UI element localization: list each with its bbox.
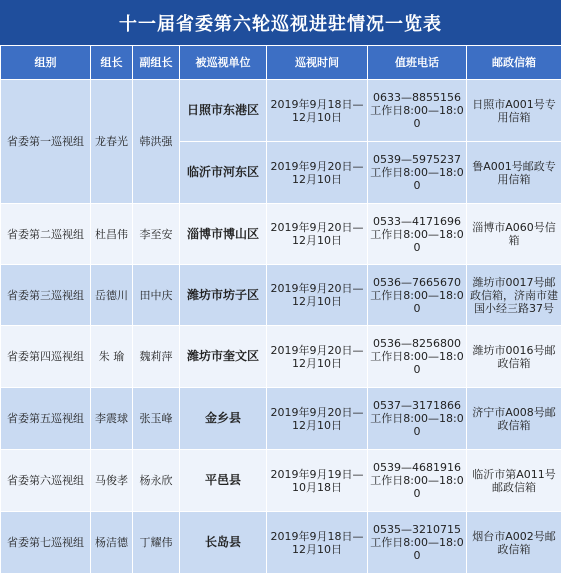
deputy-cell: 魏莉萍 [133, 326, 180, 388]
unit-cell: 淄博市博山区 [180, 204, 267, 265]
unit-cell: 金乡县 [180, 388, 267, 450]
deputy-cell: 田中庆 [133, 265, 180, 326]
phone-cell: 0537—3171866 工作日8:00—18:00 [368, 388, 467, 450]
group-cell: 省委第三巡视组 [1, 265, 91, 326]
header-deputy: 副组长 [133, 46, 180, 80]
header-leader: 组长 [91, 46, 133, 80]
mail-cell: 潍坊市0017号邮政信箱，济南市建国小经三路37号 [467, 265, 561, 326]
group-cell: 省委第四巡视组 [1, 326, 91, 388]
header-time: 巡视时间 [267, 46, 368, 80]
table-row [1, 326, 561, 388]
time-cell: 2019年9月20日—12月10日 [267, 388, 368, 450]
leader-cell: 龙春光 [91, 80, 133, 204]
group-cell: 省委第七巡视组 [1, 512, 91, 574]
deputy-cell: 丁耀伟 [133, 512, 180, 574]
table-row [1, 265, 561, 326]
unit-cell: 临沂市河东区 [180, 142, 267, 204]
mail-cell: 淄博市A060号信箱 [467, 204, 561, 265]
table-row [1, 388, 561, 450]
inspection-table [0, 45, 561, 574]
mail-cell: 潍坊市0016号邮政信箱 [467, 326, 561, 388]
deputy-cell: 李至安 [133, 204, 180, 265]
mail-cell: 日照市A001号专用信箱 [467, 80, 561, 142]
table-row [1, 80, 561, 142]
unit-cell: 日照市东港区 [180, 80, 267, 142]
time-cell: 2019年9月20日—12月10日 [267, 204, 368, 265]
phone-cell: 0533—4171696 工作日8:00—18:00 [368, 204, 467, 265]
mail-cell: 烟台市A002号邮政信箱 [467, 512, 561, 574]
header-phone: 值班电话 [368, 46, 467, 80]
mail-cell: 鲁A001号邮政专用信箱 [467, 142, 561, 204]
table-row [1, 512, 561, 574]
phone-cell: 0539—5975237 工作日8:00—18:00 [368, 142, 467, 204]
unit-cell: 潍坊市坊子区 [180, 265, 267, 326]
header-unit: 被巡视单位 [180, 46, 267, 80]
deputy-cell: 杨永欣 [133, 450, 180, 512]
mail-cell: 临沂市第A011号邮政信箱 [467, 450, 561, 512]
deputy-cell: 张玉峰 [133, 388, 180, 450]
phone-cell: 0536—7665670 工作日8:00—18:00 [368, 265, 467, 326]
mail-cell: 济宁市A008号邮政信箱 [467, 388, 561, 450]
unit-cell: 长岛县 [180, 512, 267, 574]
group-cell: 省委第六巡视组 [1, 450, 91, 512]
leader-cell: 杜昌伟 [91, 204, 133, 265]
phone-cell: 0539—4681916 工作日8:00—18:00 [368, 450, 467, 512]
table-row [1, 450, 561, 512]
time-cell: 2019年9月20日—12月10日 [267, 142, 368, 204]
leader-cell: 朱 瑜 [91, 326, 133, 388]
time-cell: 2019年9月20日—12月10日 [267, 265, 368, 326]
unit-cell: 潍坊市奎文区 [180, 326, 267, 388]
time-cell: 2019年9月20日—12月10日 [267, 326, 368, 388]
phone-cell: 0535—3210715 工作日8:00—18:00 [368, 512, 467, 574]
header-group: 组别 [1, 46, 91, 80]
leader-cell: 马俊孝 [91, 450, 133, 512]
time-cell: 2019年9月18日—12月10日 [267, 80, 368, 142]
page-title: 十一届省委第六轮巡视进驻情况一览表 [0, 0, 561, 45]
leader-cell: 杨洁德 [91, 512, 133, 574]
group-cell: 省委第五巡视组 [1, 388, 91, 450]
phone-cell: 0633—8855156 工作日8:00—18:00 [368, 80, 467, 142]
phone-cell: 0536—8256800 工作日8:00—18:00 [368, 326, 467, 388]
header-mail: 邮政信箱 [467, 46, 561, 80]
group-cell: 省委第二巡视组 [1, 204, 91, 265]
leader-cell: 岳德川 [91, 265, 133, 326]
leader-cell: 李震球 [91, 388, 133, 450]
group-cell: 省委第一巡视组 [1, 80, 91, 204]
unit-cell: 平邑县 [180, 450, 267, 512]
header-row [1, 46, 561, 80]
time-cell: 2019年9月19日—10月18日 [267, 450, 368, 512]
table-row [1, 204, 561, 265]
deputy-cell: 韩洪强 [133, 80, 180, 204]
time-cell: 2019年9月18日—12月10日 [267, 512, 368, 574]
